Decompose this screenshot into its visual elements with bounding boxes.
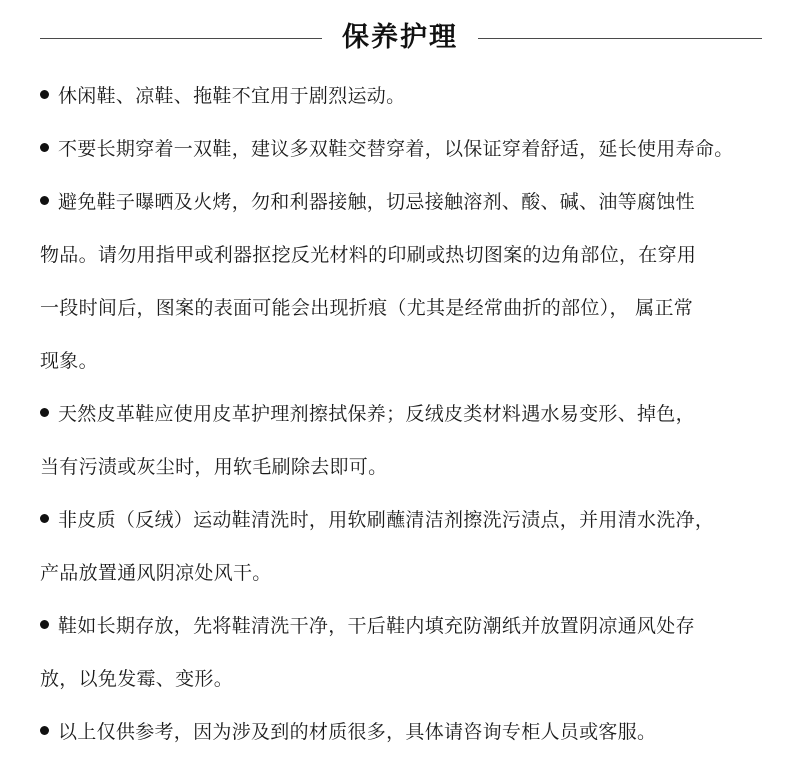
list-item (40, 176, 770, 388)
list-item (40, 388, 770, 494)
list-item-line: 产品放置通风阴凉处风干。 (40, 562, 272, 584)
list-item-text: 非皮质（反绒）运动鞋清洗时，用软刷蘸清洁剂擦洗污渍点，并用清水洗净， (58, 509, 715, 531)
list-item-line (40, 70, 770, 123)
list-item (40, 494, 770, 600)
bullet-icon (40, 726, 49, 735)
list-item-text: 不要长期穿着一双鞋，建议多双鞋交替穿着，以保证穿着舒适，延长使用寿命。 (58, 138, 734, 160)
bullet-icon (40, 408, 49, 417)
list-item-line (40, 600, 770, 653)
list-item (40, 123, 770, 176)
list-item-line: 当有污渍或灰尘时，用软毛刷除去即可。 (40, 456, 388, 478)
list-item-text: 避免鞋子曝晒及火烤，勿和利器接触，切忌接触溶剂、酸、碱、油等腐蚀性 (58, 191, 695, 213)
list-item-text: 以上仅供参考，因为涉及到的材质很多，具体请咨询专柜人员或客服。 (58, 721, 657, 743)
header-divider-left (40, 38, 322, 39)
list-item-line (40, 388, 770, 441)
bullet-icon (40, 196, 49, 205)
list-item-line: 现象。 (40, 350, 98, 372)
header-divider-right (478, 38, 762, 39)
bullet-icon (40, 143, 49, 152)
list-item-line (40, 706, 770, 759)
list-item-line (40, 176, 770, 229)
bullet-icon (40, 620, 49, 629)
list-item-line (40, 494, 770, 547)
list-item-text: 天然皮革鞋应使用皮革护理剂擦拭保养；反绒皮类材料遇水易变形、掉色， (58, 403, 695, 425)
list-item-line: 物品。请勿用指甲或利器抠挖反光材料的印刷或热切图案的边角部位，在穿用 (40, 244, 697, 266)
section-title: 保养护理 (342, 22, 458, 53)
list-item (40, 706, 770, 759)
list-item-line (40, 123, 770, 176)
list-item-line: 放，以免发霉、变形。 (40, 668, 234, 690)
bullet-icon (40, 514, 49, 523)
list-item-line: 一段时间后，图案的表面可能会出现折痕（尤其是经常曲折的部位）， 属正常 (40, 297, 694, 319)
section-header (40, 12, 762, 62)
list-item-text: 休闲鞋、凉鞋、拖鞋不宜用于剧烈运动。 (58, 85, 406, 107)
care-instructions-list (40, 70, 770, 759)
list-item (40, 600, 770, 706)
list-item-text: 鞋如长期存放，先将鞋清洗干净，干后鞋内填充防潮纸并放置阴凉通风处存 (58, 615, 695, 637)
list-item (40, 70, 770, 123)
bullet-icon (40, 90, 49, 99)
